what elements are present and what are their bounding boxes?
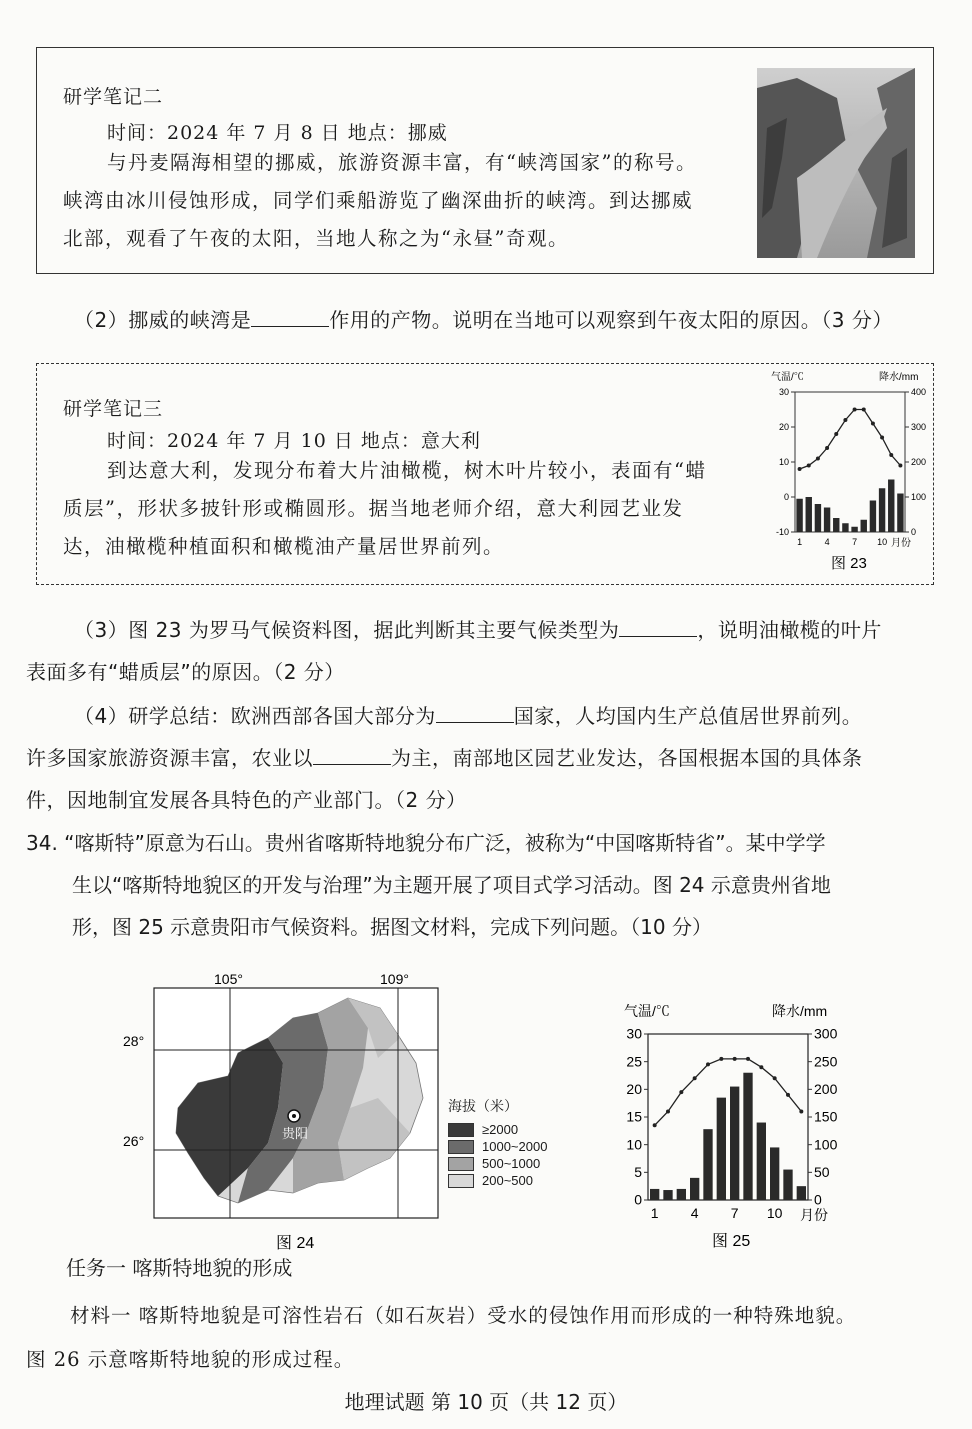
right-tick-label: 50	[814, 1164, 830, 1180]
task-1-material	[26, 1294, 956, 1382]
left-tick-label: 0	[783, 492, 789, 502]
temperature-point	[853, 408, 857, 412]
fig23-precip-label: 降水/mm	[879, 372, 919, 383]
legend-item	[448, 1122, 578, 1137]
right-tick-label: 300	[814, 1025, 838, 1042]
left-tick-label: 30	[778, 387, 789, 397]
question-34	[26, 822, 951, 948]
task-1-title: 任务一 喀斯特地貌的形成	[66, 1256, 293, 1280]
task-1-line: 材料一 喀斯特地貌是可溶性岩石（如石灰岩）受水的侵蚀作用而形成的一种特殊地貌。	[70, 1304, 857, 1327]
note-3-line: 质层”，形状多披针形或椭圆形。据当地老师介绍，意大利园艺业发	[63, 497, 684, 520]
page-footer: 地理试题 第 10 页（共 12 页）	[344, 1390, 628, 1414]
month-tick-label: 7	[852, 537, 858, 547]
temperature-point	[834, 432, 838, 436]
question-4-line3: 件，因地制宜发展各具特色的产业部门。（2 分）	[26, 788, 467, 812]
temperature-point	[816, 457, 820, 461]
question-34-line: 形，图 25 示意贵阳市气候资料。据图文材料，完成下列问题。（10 分）	[72, 915, 712, 939]
figure-24-map	[118, 968, 448, 1253]
legend-item	[448, 1156, 578, 1171]
map-legend	[448, 1096, 578, 1190]
left-tick-label: 10	[626, 1136, 642, 1153]
temperature-point	[871, 422, 875, 426]
precip-bar	[861, 520, 867, 532]
note-3-line: 达，油橄榄种植面积和橄榄油产量居世界前列。	[63, 535, 505, 558]
note-2-line: 北部，观看了午夜的太阳，当地人称之为“永昼”奇观。	[63, 227, 569, 250]
note-2-meta: 时间：2024 年 7 月 8 日 地点：挪威	[107, 122, 448, 144]
temperature-point	[807, 464, 811, 468]
note-3-line: 到达意大利，发现分布着大片油橄榄，树木叶片较小，表面有“蜡	[107, 459, 707, 482]
temperature-point	[798, 467, 802, 471]
temperature-point	[746, 1057, 750, 1061]
precip-bar	[650, 1189, 659, 1200]
left-tick-label: 20	[778, 422, 789, 432]
precip-bar	[757, 1123, 766, 1200]
precip-bar	[743, 1073, 752, 1200]
precip-bar	[703, 1129, 712, 1200]
left-tick-label: 10	[778, 457, 789, 467]
precip-bar	[663, 1190, 672, 1200]
legend-label: ≥2000	[482, 1122, 519, 1137]
question-3	[26, 609, 951, 693]
answer-blank[interactable]	[251, 306, 329, 327]
legend-item	[448, 1173, 578, 1188]
question-4-text-mid: 国家，人均国内生产总值居世界前列。	[513, 704, 863, 728]
temperature-point	[799, 1109, 803, 1113]
question-4-text: 许多国家旅游资源丰富，农业以	[26, 746, 313, 770]
legend-swatch	[448, 1174, 474, 1188]
right-tick-label: 150	[814, 1108, 838, 1125]
right-tick-label: 200	[911, 457, 927, 467]
lon-label: 109°	[380, 971, 409, 987]
temperature-point	[786, 1093, 790, 1097]
answer-blank[interactable]	[436, 702, 514, 723]
precip-bar	[851, 527, 857, 532]
right-tick-label: 0	[911, 527, 917, 537]
temperature-point	[862, 408, 866, 412]
precip-bar	[783, 1170, 792, 1200]
task-1-line: 图 26 示意喀斯特地貌的形成过程。	[26, 1348, 355, 1371]
temperature-point	[759, 1065, 763, 1069]
fig23-temp-label: 气温/℃	[771, 372, 804, 383]
question-4-text: （4）研学总结：欧洲西部各国大部分为	[74, 704, 436, 728]
question-2-text-end: 作用的产物。说明在当地可以观察到午夜太阳的原因。（3 分）	[329, 308, 893, 332]
left-tick-label: 25	[626, 1053, 642, 1070]
question-4-text-end: 为主，南部地区园艺业发达，各国根据本国的具体条	[391, 746, 863, 770]
question-2-text: （2）挪威的峡湾是	[74, 308, 252, 332]
lon-label: 105°	[214, 971, 243, 987]
lat-label: 28°	[123, 1033, 145, 1049]
temperature-point	[773, 1076, 777, 1080]
fig24-caption: 图 24	[276, 1235, 315, 1252]
left-tick-label: 5	[634, 1164, 642, 1180]
temperature-point	[733, 1057, 737, 1061]
right-tick-label: 200	[814, 1081, 838, 1097]
fig25-month-label: 月份	[800, 1207, 828, 1223]
fig25-caption: 图 25	[712, 1233, 751, 1250]
temperature-point	[666, 1109, 670, 1113]
temperature-line	[655, 1059, 802, 1125]
right-tick-label: 400	[911, 387, 927, 397]
precip-bar	[770, 1147, 779, 1200]
question-3-line2: 表面多有“蜡质层”的原因。（2 分）	[26, 660, 345, 684]
left-tick-label: 15	[626, 1108, 642, 1125]
temperature-point	[889, 453, 893, 457]
temperature-point	[679, 1090, 683, 1094]
precip-bar	[842, 523, 848, 532]
temperature-point	[719, 1057, 723, 1061]
temperature-point	[898, 464, 902, 468]
note-2-body	[63, 144, 697, 258]
precip-bar	[833, 518, 839, 532]
question-2	[26, 299, 951, 341]
fjord-photo	[757, 68, 915, 258]
right-tick-label: 250	[814, 1053, 838, 1070]
precip-bar	[796, 499, 802, 532]
answer-blank[interactable]	[619, 616, 697, 637]
left-tick-label: -10	[775, 527, 789, 537]
legend-item	[448, 1139, 578, 1154]
precip-bar	[870, 501, 876, 533]
month-tick-label: 10	[766, 1205, 783, 1221]
city-label: 贵阳	[282, 1126, 309, 1141]
month-tick-label: 4	[690, 1205, 699, 1221]
precip-bar	[717, 1098, 726, 1200]
precip-bar	[879, 488, 885, 532]
month-tick-label: 10	[877, 537, 888, 547]
precip-bar	[824, 508, 830, 533]
right-tick-label: 100	[911, 492, 927, 502]
note-3-meta: 时间：2024 年 7 月 10 日 地点：意大利	[107, 430, 481, 452]
temperature-point	[693, 1076, 697, 1080]
month-tick-label: 4	[824, 537, 830, 547]
fig23-month-label: 月份	[891, 538, 911, 549]
month-tick-label: 1	[797, 537, 803, 547]
temperature-point	[843, 418, 847, 422]
fig25-precip-label: 降水/mm	[772, 1003, 828, 1019]
question-34-line: 34. “喀斯特”原意为石山。贵州省喀斯特地貌分布广泛，被称为“中国喀斯特省”。某中学学	[26, 831, 826, 855]
legend-swatch	[448, 1140, 474, 1154]
temperature-point	[706, 1062, 710, 1066]
fig23-caption: 图 23	[831, 555, 867, 572]
legend-title: 海拔（米）	[448, 1099, 518, 1115]
left-tick-label: 0	[634, 1191, 642, 1208]
note-3-body	[63, 452, 706, 566]
legend-label: 1000~2000	[482, 1139, 548, 1154]
note-3-title: 研学笔记三	[63, 398, 164, 420]
left-tick-label: 30	[626, 1025, 642, 1042]
note-2-title: 研学笔记二	[63, 86, 164, 108]
legend-label: 500~1000	[482, 1156, 541, 1171]
note-2-box	[36, 47, 934, 274]
note-2-line: 峡湾由冰川侵蚀形成，同学们乘船游览了幽深曲折的峡湾。到达挪威	[63, 189, 694, 212]
precip-bar	[888, 480, 894, 533]
temperature-point	[653, 1123, 657, 1127]
answer-blank[interactable]	[313, 744, 391, 765]
right-tick-label: 0	[814, 1191, 822, 1208]
precip-bar	[897, 494, 903, 533]
fig25-temp-label: 气温/℃	[624, 1003, 670, 1019]
question-34-line: 生以“喀斯特地貌区的开发与治理”为主题开展了项目式学习活动。图 24 示意贵州省地	[72, 873, 831, 897]
question-3-text-end: ，说明油橄榄的叶片	[697, 618, 882, 642]
question-4	[26, 695, 951, 821]
temperature-point	[825, 446, 829, 450]
legend-swatch	[448, 1123, 474, 1137]
temperature-point	[880, 436, 884, 440]
precip-bar	[690, 1178, 699, 1200]
question-3-text: （3）图 23 为罗马气候资料图，据此判断其主要气候类型为	[74, 618, 620, 642]
legend-swatch	[448, 1157, 474, 1171]
figure-23-chart	[765, 368, 930, 578]
precip-bar	[806, 497, 812, 532]
precip-bar	[815, 504, 821, 532]
month-tick-label: 7	[730, 1205, 739, 1221]
precip-bar	[677, 1189, 686, 1200]
temperature-line	[800, 410, 901, 470]
figure-25-chart	[612, 1000, 862, 1255]
right-tick-label: 300	[911, 422, 927, 432]
left-tick-label: 20	[626, 1081, 642, 1097]
right-tick-label: 100	[814, 1136, 838, 1153]
lat-label: 26°	[123, 1133, 145, 1149]
precip-bar	[730, 1087, 739, 1200]
note-2-line: 与丹麦隔海相望的挪威，旅游资源丰富，有“峡湾国家”的称号。	[107, 151, 697, 174]
precip-bar	[797, 1186, 806, 1200]
legend-label: 200~500	[482, 1173, 533, 1188]
month-tick-label: 1	[650, 1205, 659, 1221]
